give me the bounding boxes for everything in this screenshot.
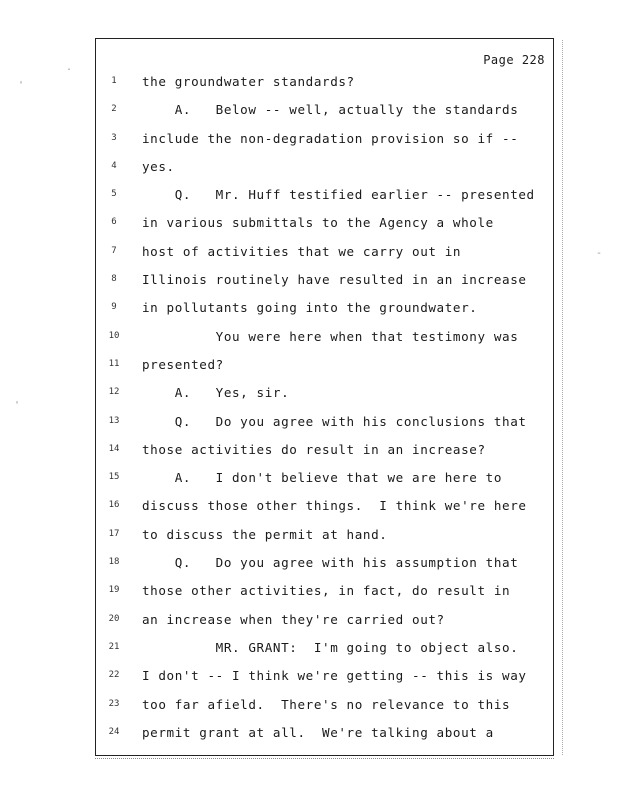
transcript-line [96,74,553,102]
transcript-line [96,329,553,357]
line-number: 14 [108,443,120,454]
transcript-line [96,555,553,583]
transcript-line [96,357,553,385]
line-text: Q. Do you agree with his assumption that [142,555,519,571]
line-number: 20 [108,613,120,624]
line-number: 8 [111,274,117,285]
margin-mark: - [596,248,603,259]
line-number: 19 [108,585,120,596]
transcript-line [96,159,553,187]
transcript-line [96,527,553,555]
line-text: too far afield. There's no relevance to this [142,696,511,712]
line-text: presented? [142,356,224,372]
line-text: Q. Do you agree with his conclusions that [142,413,527,429]
transcript-line [96,215,553,243]
line-text: Q. Mr. Huff testified earlier -- presented [142,187,535,203]
transcript-line [96,244,553,272]
line-number: 6 [111,217,117,228]
transcript-line [96,102,553,130]
margin-mark: ' [14,400,21,411]
page-number: Page 228 [483,53,545,67]
line-text: A. I don't believe that we are here to [142,470,503,486]
line-number: 7 [111,245,117,256]
bottom-margin-rule [95,758,554,759]
line-number: 1 [111,76,117,86]
line-number: 17 [108,528,120,539]
line-number: 22 [108,670,120,681]
transcript-line [96,470,553,498]
transcript-line [96,612,553,640]
transcript-line [96,385,553,413]
line-number: 21 [108,641,120,652]
line-text: MR. GRANT: I'm going to object also. [142,639,519,655]
margin-mark: . [66,62,73,73]
line-text: to discuss the permit at hand. [142,526,388,542]
transcript-line [96,442,553,470]
line-text: include the non-degradation provision so if -- [142,130,519,146]
line-text: in various submittals to the Agency a whole [142,215,494,231]
transcript-line [96,697,553,725]
transcript-lines [96,74,553,753]
transcript-line [96,640,553,668]
line-text: Illinois routinely have resulted in an increase [142,272,527,288]
line-text: I don't -- I think we're getting -- this is way [142,668,527,684]
line-number: 5 [111,189,117,200]
line-number: 15 [108,472,120,483]
line-text: A. Yes, sir. [142,385,290,401]
line-number: 18 [108,557,120,568]
transcript-line [96,725,553,753]
line-text: those other activities, in fact, do result in [142,583,511,599]
line-text: discuss those other things. I think we're here [142,498,527,514]
transcript-line [96,668,553,696]
line-text: A. Below -- well, actually the standards [142,102,519,118]
transcript-line [96,272,553,300]
transcript-line [96,498,553,526]
line-number: 16 [108,500,120,511]
transcript-line [96,300,553,328]
line-number: 24 [108,726,120,737]
transcript-line [96,583,553,611]
transcript-line [96,131,553,159]
line-number: 23 [108,698,120,709]
line-number: 13 [108,415,120,426]
line-text: host of activities that we carry out in [142,243,462,259]
line-text: the groundwater standards? [142,74,355,89]
line-number: 9 [111,302,117,313]
line-text: yes. [142,158,175,174]
right-margin-rule [562,40,563,755]
line-text: You were here when that testimony was [142,328,519,344]
line-number: 2 [111,104,117,115]
line-number: 3 [111,132,117,143]
line-text: permit grant at all. We're talking about a [142,724,494,740]
line-number: 10 [108,330,120,341]
line-number: 12 [108,387,120,398]
line-number: 11 [108,358,120,369]
transcript-line [96,414,553,442]
line-text: an increase when they're carried out? [142,611,445,627]
line-text: in pollutants going into the groundwater. [142,300,478,316]
line-text: those activities do result in an increase? [142,441,486,457]
line-number: 4 [111,160,117,171]
transcript-page [95,38,554,756]
transcript-line [96,187,553,215]
margin-mark: ' [18,80,25,91]
